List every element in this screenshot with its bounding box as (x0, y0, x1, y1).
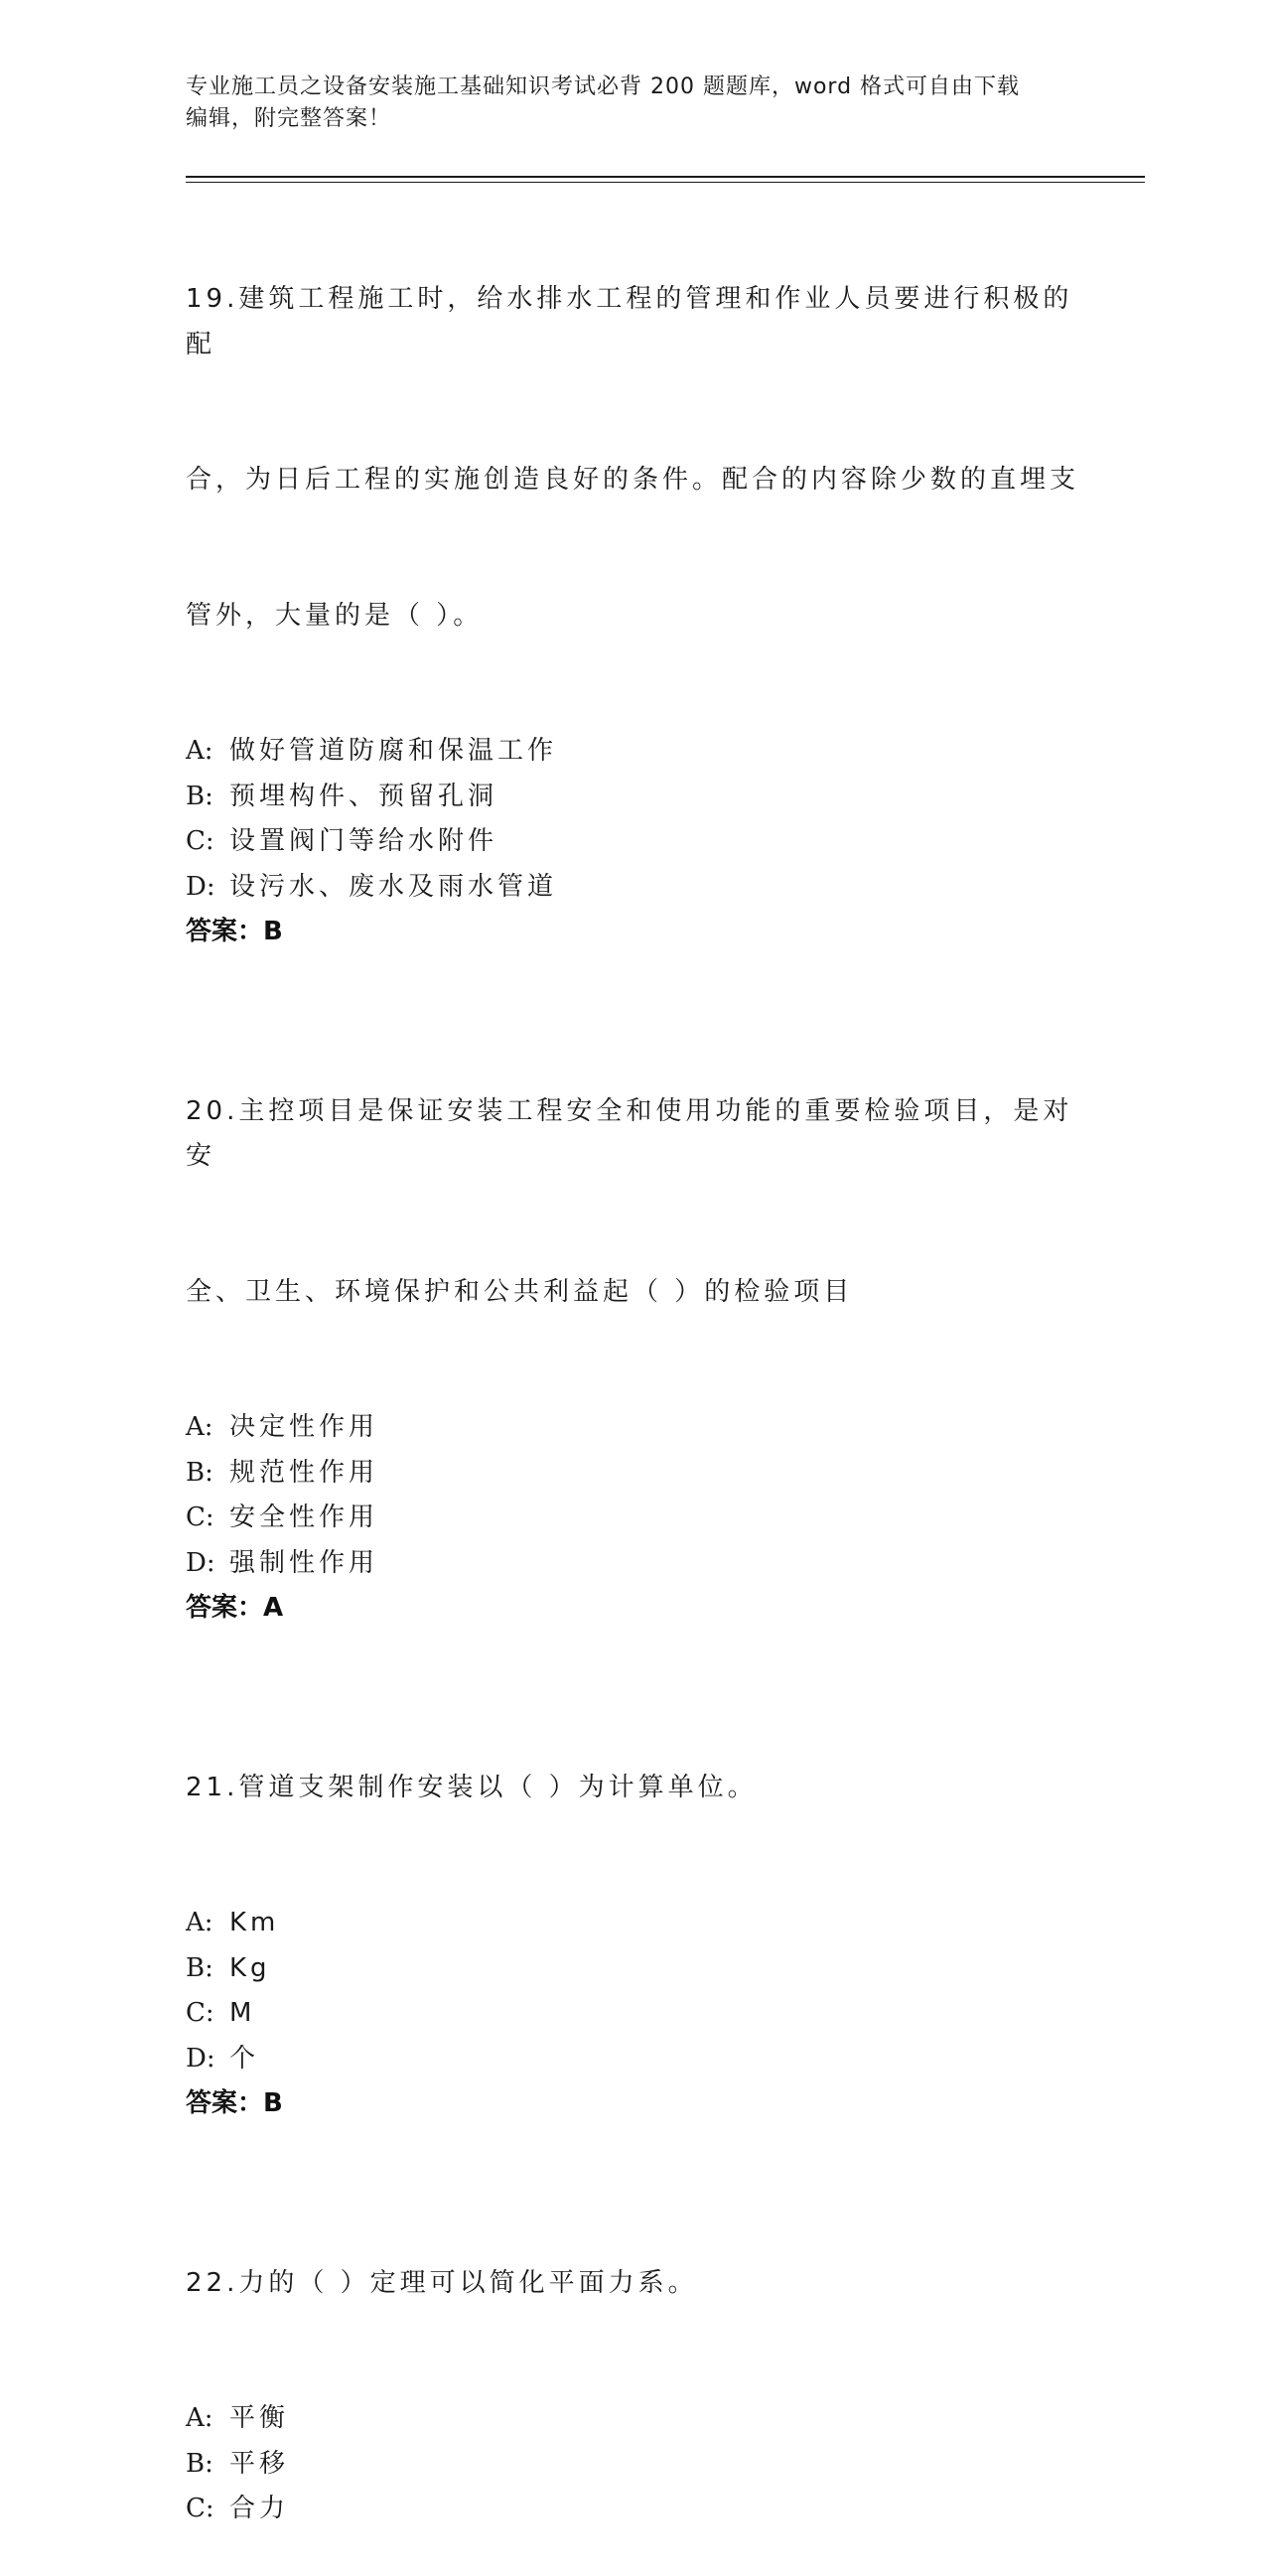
document-header (186, 72, 1059, 135)
option-value: 设置阀门等给水附件 (229, 826, 498, 856)
option-value: 预埋构件、预留孔洞 (229, 781, 498, 811)
question-text (186, 187, 1079, 729)
option-a (186, 1901, 1079, 1946)
option-value: 规范性作用 (229, 1457, 379, 1488)
option-d (186, 1541, 1079, 1587)
question-22 (186, 2171, 1079, 2532)
question-text-line: 21.管道支架制作安装以（ ）为计算单位。 (186, 1772, 758, 1802)
option-value: 个 (229, 2043, 260, 2074)
question-19 (186, 187, 1079, 955)
option-value: 平衡 (229, 2403, 290, 2433)
question-text-line: 合，为日后工程的实施创造良好的条件。配合的内容除少数的直埋支 (186, 465, 1080, 495)
document-title-line-1: 专业施工员之设备安装施工基础知识考试必背 200 题题库，word 格式可自由下载 (186, 74, 1021, 99)
option-c (186, 1991, 1079, 2037)
answer: 答案：A (186, 1593, 284, 1623)
option-value: Km (229, 1908, 280, 1937)
option-key: B: (186, 2448, 213, 2479)
option-value: 设污水、废水及雨水管道 (229, 871, 558, 902)
option-b (186, 2442, 1079, 2488)
question-text-line: 22.力的（ ）定理可以简化平面力系。 (186, 2267, 698, 2298)
option-b (186, 1946, 1079, 1992)
option-value: M (229, 1998, 256, 2028)
option-key: B: (186, 1952, 213, 1983)
option-value: 合力 (229, 2494, 290, 2523)
document-title-line-2: 编辑，附完整答案！ (186, 106, 392, 131)
option-key: C: (186, 1503, 214, 1532)
option-value: 平移 (229, 2448, 290, 2479)
option-key: C: (186, 2494, 214, 2523)
option-key: D: (186, 2043, 215, 2074)
option-key: B: (186, 781, 213, 811)
option-key: C: (186, 1998, 214, 2028)
option-key: C: (186, 826, 214, 856)
option-value: 做好管道防腐和保温工作 (229, 736, 558, 766)
option-c (186, 1496, 1079, 1541)
option-value: 安全性作用 (229, 1503, 379, 1532)
question-text (186, 1675, 1079, 1902)
option-d (186, 2037, 1079, 2082)
option-key: D: (186, 871, 215, 902)
option-value: Kg (229, 1952, 271, 1983)
question-21 (186, 1675, 1079, 2127)
option-d (186, 865, 1079, 911)
answer: 答案：B (186, 917, 283, 946)
option-key: A: (186, 2403, 213, 2433)
question-text-line: 全、卫生、环境保护和公共利益起（ ）的检验项目 (186, 1276, 854, 1307)
option-c (186, 2487, 1079, 2532)
option-key: D: (186, 1547, 215, 1578)
option-value: 决定性作用 (229, 1412, 379, 1442)
option-value: 强制性作用 (229, 1547, 379, 1578)
question-text (186, 999, 1079, 1406)
question-list (186, 187, 1079, 2576)
answer: 答案：B (186, 2088, 283, 2118)
option-a (186, 1405, 1079, 1451)
option-key: A: (186, 1412, 213, 1442)
header-divider-thick (186, 176, 1145, 178)
question-text-line: 管外，大量的是（ ）。 (186, 600, 484, 631)
question-text-line: 20.主控项目是保证安装工程安全和使用功能的重要检验项目，是对安 (186, 1095, 1073, 1171)
option-key: B: (186, 1457, 213, 1488)
option-b (186, 775, 1079, 820)
option-a (186, 2396, 1079, 2442)
option-b (186, 1451, 1079, 1497)
option-a (186, 729, 1079, 775)
option-key: A: (186, 736, 213, 766)
question-text-line: 19.建筑工程施工时，给水排水工程的管理和作业人员要进行积极的配 (186, 284, 1073, 359)
question-text (186, 2171, 1079, 2397)
question-20 (186, 999, 1079, 1632)
option-key: A: (186, 1908, 213, 1937)
header-divider-thin (186, 182, 1145, 183)
option-c (186, 819, 1079, 865)
